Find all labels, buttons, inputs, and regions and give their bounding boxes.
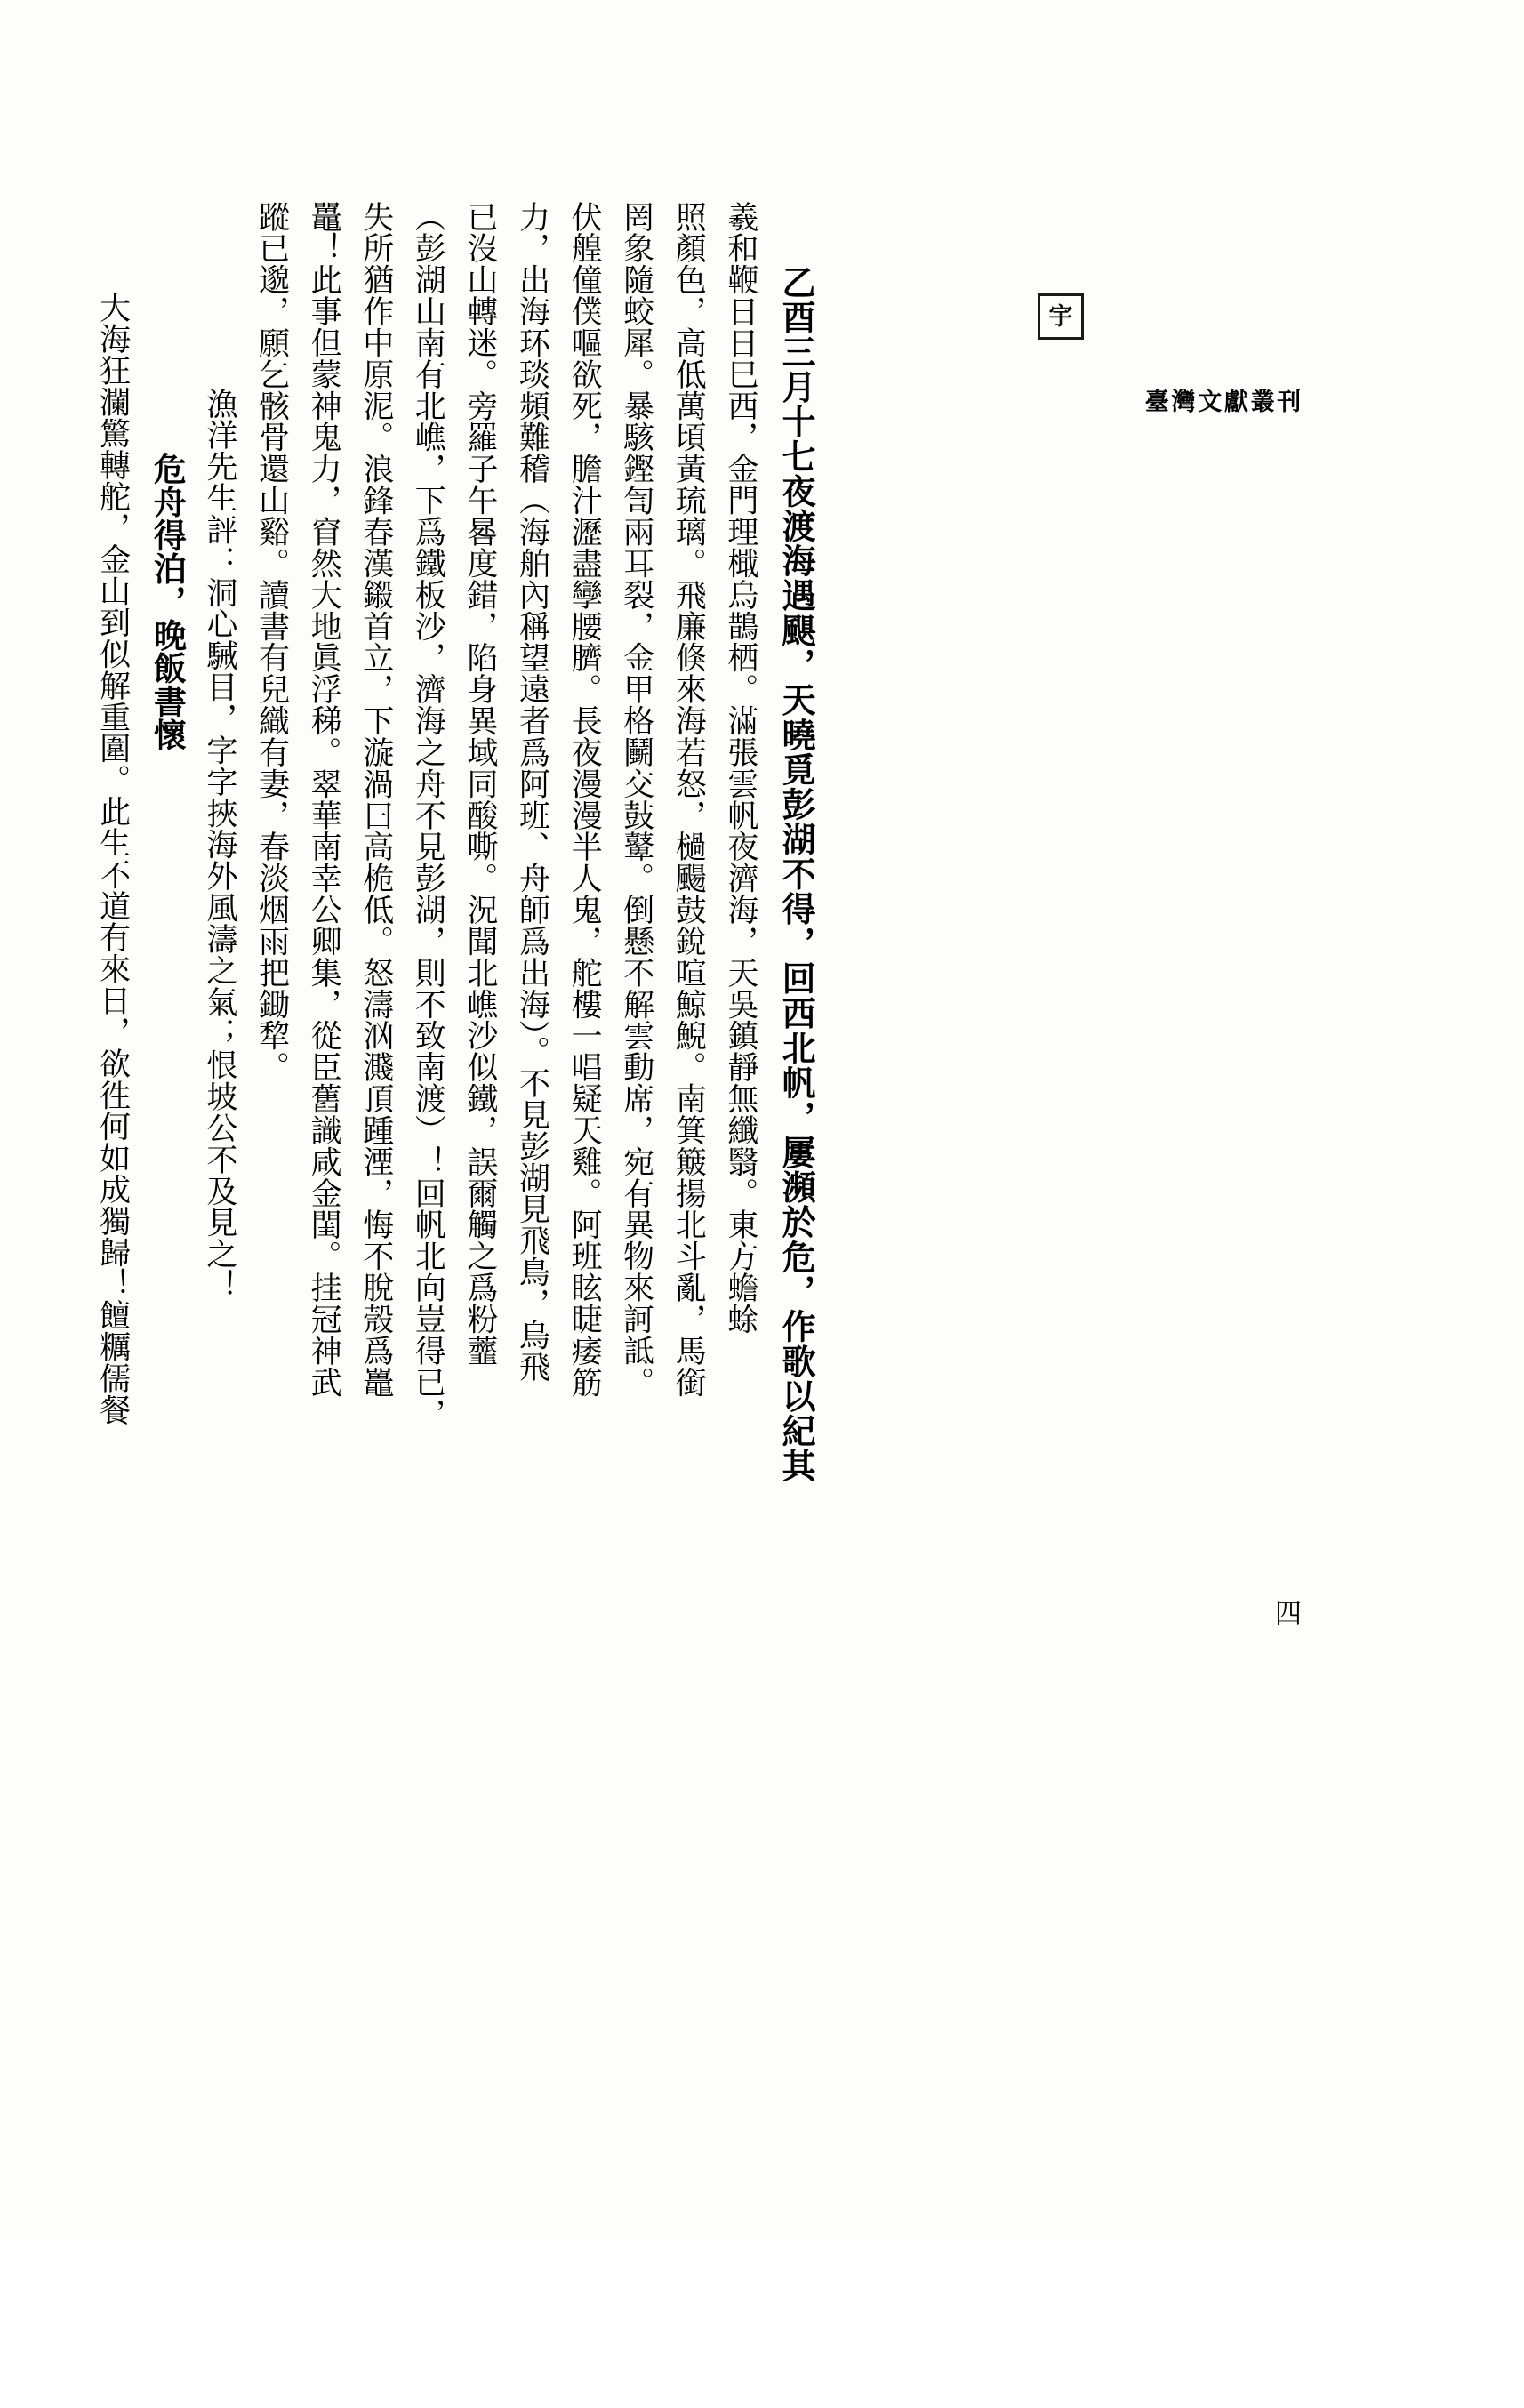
- text-column: 伏艎僮僕嘔欲死，膽汁瀝盡孿腰臍。長夜漫漫半人鬼，舵樓一唱疑天雞。阿班眩睫痿筋: [567, 201, 603, 1398]
- text-column: 大海狂瀾驚轉舵，金山到似解重圍。此生不道有來日，欲徃何如成獨歸！饘糲儒餐: [95, 292, 131, 1426]
- text-column: 力，出海环琰頻難稽（海舶內稱望遠者爲阿班、舟師爲出海）。不見彭湖見飛鳥，鳥飛: [515, 201, 550, 1383]
- running-head: 臺灣文獻叢刊: [1144, 389, 1303, 415]
- page-number: 四: [1275, 1600, 1302, 1629]
- text-column: 蹤已邈，願乞骸骨還山谿。讀書有兒織有妻，春淡烟雨把鋤犂。: [254, 201, 290, 1083]
- text-column: 鼉！此事但蒙神鬼力，窅然大地眞浮稊。翠華南幸公卿集，從臣舊識咸金閨。挂冠神武: [307, 201, 342, 1398]
- body-text-block: [84, 158, 1231, 2132]
- text-column: 照顏色，高低萬頃黃琉璃。飛廉倏來海若怒，檛颺鼓銳喧鯨鯢。南箕簸揚北斗亂，馬銜: [671, 201, 707, 1398]
- text-column: 失所猶作中原泥。浪鋒春漢鎩首立，下漩渦曰高桅低。怒濤汹濺頂踵湮，悔不脫殼爲鼉: [358, 201, 394, 1398]
- text-column: 已沒山轉迷。旁羅子午晷度錯，陷身異域同酸嘶。況聞北嶕沙似鐵，誤爾觸之爲粉虀: [462, 201, 498, 1367]
- editor-annotation: 漁洋先生評：洞心駴目，字字挾海外風濤之氣；恨坡公不及見之！: [202, 388, 237, 1302]
- text-column: 罔象隨蛟犀。暴駭鏗訇兩耳裂，金甲格鬭交鼓鼙。倒懸不解雲動席，宛有異物來訶詆。: [619, 201, 654, 1398]
- seal-label: 宇: [1048, 303, 1073, 331]
- poem-title: 乙酉三月十七夜渡海遇颶，天曉覓彭湖不得，回西北帆，屢瀕於危，作歌以紀其: [776, 265, 814, 1483]
- text-column: 羲和鞭日日巳西，金門理檝烏鵲栖。滿張雲帆夜濟海，天吳鎮靜無纖翳。東方蟾蜍: [723, 201, 758, 1336]
- text-column: （彭湖山南有北嶕，下爲鐵板沙，濟海之舟不見彭湖，則不致南渡）！回帆北向豈得已，: [411, 201, 446, 1430]
- section-heading: 危舟得泊，晚飯書懷: [148, 452, 185, 751]
